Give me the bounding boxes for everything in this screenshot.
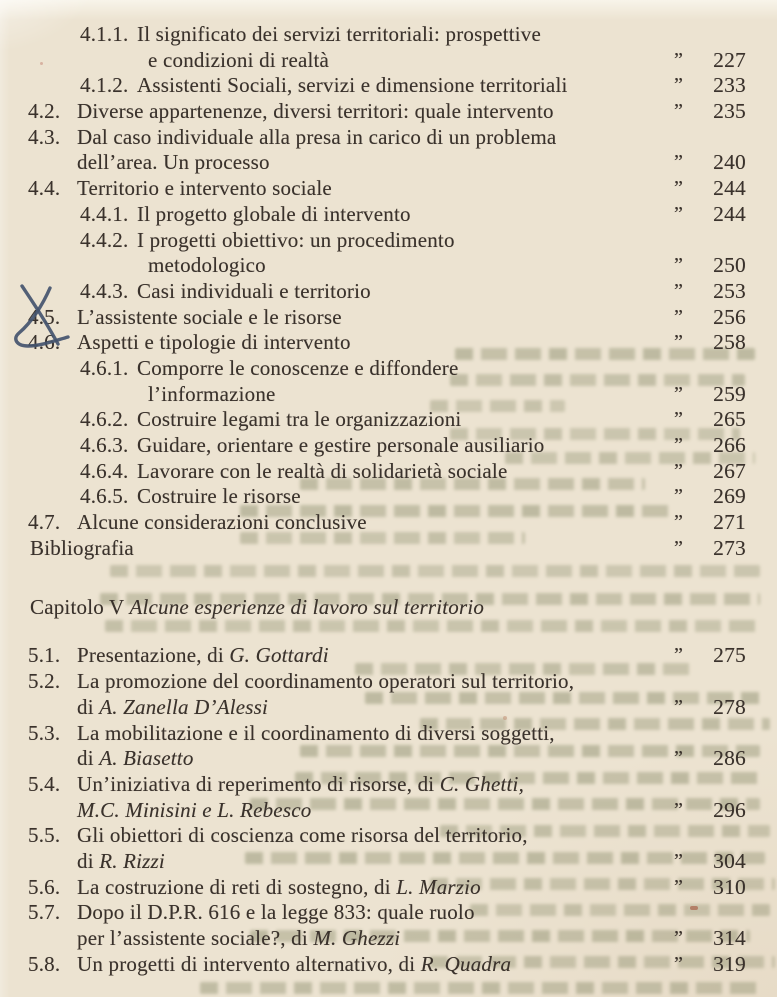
- page-number: 278: [713, 694, 746, 719]
- entry-number: 4.2.: [28, 99, 61, 124]
- entry-number: 4.4.2.: [80, 227, 129, 252]
- toc-row: [0, 279, 777, 305]
- entry-number: 5.3.: [28, 720, 61, 745]
- page-number: 235: [713, 99, 746, 124]
- toc-row: [0, 952, 777, 978]
- entry-number: 4.6.: [28, 330, 61, 355]
- page-number: 240: [713, 150, 746, 175]
- page-number: 258: [713, 330, 746, 355]
- entry-title: di R. Rizzi: [77, 848, 165, 873]
- page-number: 256: [713, 304, 746, 329]
- toc-row: [0, 202, 777, 228]
- toc-row: [0, 176, 777, 202]
- page-number: 275: [713, 643, 746, 668]
- entry-title: La mobilitazione e il coordinamento di diversi soggetti,: [77, 720, 555, 745]
- toc-row: [0, 125, 777, 151]
- entry-number: 4.5.: [28, 304, 61, 329]
- toc-row: [0, 669, 777, 695]
- toc-row: [0, 433, 777, 459]
- toc-rows: [0, 22, 777, 977]
- toc-row: [0, 484, 777, 510]
- toc-row: [0, 382, 777, 408]
- entry-title: I progetti obiettivo: un procedimento: [137, 227, 455, 252]
- entry-title: Un progetti di intervento alternativo, di R. Quadra: [77, 951, 512, 976]
- ditto-mark: ”: [674, 434, 684, 456]
- page-number: 286: [713, 746, 746, 771]
- chapter-heading-row: [0, 594, 777, 620]
- page-number: 266: [713, 433, 746, 457]
- entry-number: 5.8.: [28, 951, 61, 976]
- entry-number: 5.5.: [28, 823, 61, 848]
- ditto-mark: ”: [674, 177, 684, 200]
- toc-row: [0, 643, 777, 669]
- entry-title: Bibliografia: [30, 535, 134, 560]
- entry-number: 5.6.: [28, 874, 61, 899]
- chapter-title: Capitolo V Alcune esperienze di lavoro sul territorio: [30, 595, 485, 620]
- ditto-mark: ”: [674, 952, 684, 975]
- toc-row: [0, 99, 777, 125]
- ditto-mark: ”: [674, 382, 684, 405]
- toc-row: [0, 305, 777, 331]
- entry-title: Diverse appartenenze, diversi territori: quale intervento: [77, 99, 554, 124]
- entry-number: 4.6.2.: [80, 407, 129, 432]
- toc-row: [0, 73, 777, 99]
- entry-title: Un’iniziativa di reperimento di risorse, di C. Ghetti,: [77, 771, 525, 796]
- entry-number: 4.6.1.: [80, 355, 129, 380]
- entry-number: 5.2.: [28, 669, 61, 694]
- ditto-mark: ”: [674, 485, 684, 508]
- entry-number: 5.4.: [28, 771, 61, 796]
- entry-title: Il significato dei servizi territoriali: prospettive: [137, 22, 542, 46]
- page-number: 269: [713, 484, 746, 509]
- entry-title: Presentazione, di G. Gottardi: [77, 643, 329, 668]
- entry-number: 4.4.3.: [80, 278, 129, 303]
- ditto-mark: ”: [674, 798, 684, 821]
- ditto-mark: ”: [674, 151, 684, 174]
- entry-title: La costruzione di reti di sostegno, di L. Marzio: [77, 874, 481, 899]
- page-number: 244: [713, 201, 746, 226]
- page-number: 314: [713, 926, 746, 950]
- toc-row: [0, 926, 777, 952]
- entry-title: Gli obiettori di coscienza come risorsa del territorio,: [77, 823, 528, 848]
- ditto-mark: ”: [674, 459, 684, 482]
- page-number: 259: [713, 381, 746, 406]
- entry-title: Casi individuali e territorio: [137, 278, 371, 303]
- entry-title: Lavorare con le realtà di solidarietà sociale: [137, 458, 508, 483]
- entry-title: Costruire le risorse: [137, 484, 301, 509]
- entry-title: Costruire legami tra le organizzazioni: [137, 407, 462, 432]
- page-number: 310: [713, 874, 746, 899]
- ditto-mark: ”: [674, 511, 684, 534]
- toc-row: [0, 823, 777, 849]
- entry-title: Guidare, orientare e gestire personale ausiliario: [137, 433, 545, 457]
- toc-row: [0, 772, 777, 798]
- entry-number: 4.4.1.: [80, 201, 129, 226]
- page-number: 267: [713, 458, 746, 483]
- ditto-mark: ”: [674, 849, 684, 872]
- entry-title: di A. Biasetto: [77, 746, 194, 771]
- entry-title: metodologico: [148, 253, 266, 278]
- page-number: 273: [713, 535, 746, 560]
- entry-title: Comporre le conoscenze e diffondere: [137, 355, 459, 380]
- ditto-mark: ”: [674, 202, 684, 225]
- toc-row: [0, 228, 777, 254]
- entry-title: La promozione del coordinamento operatori sul territorio,: [77, 669, 575, 694]
- entry-title: Alcune considerazioni conclusive: [77, 510, 367, 535]
- entry-title: Dopo il D.P.R. 616 e la legge 833: quale ruolo: [77, 900, 475, 925]
- ditto-mark: ”: [674, 408, 684, 431]
- entry-number: 4.3.: [28, 124, 61, 149]
- entry-number: 5.7.: [28, 900, 61, 925]
- ditto-mark: ”: [674, 74, 684, 97]
- bleed-through-line: [200, 982, 760, 994]
- entry-title: Assistenti Sociali, servizi e dimensione territoriali: [137, 73, 568, 98]
- toc-row: [0, 150, 777, 176]
- page-number: 253: [713, 278, 746, 303]
- toc-row: [0, 798, 777, 824]
- toc-row: [0, 510, 777, 536]
- ditto-mark: ”: [674, 875, 684, 898]
- ditto-mark: ”: [674, 331, 684, 354]
- handwritten-x-mark: [6, 278, 84, 358]
- entry-title: e condizioni di realtà: [148, 47, 330, 72]
- ditto-mark: ”: [674, 536, 684, 559]
- entry-number: 4.6.3.: [80, 433, 129, 457]
- toc-row: [0, 22, 777, 48]
- ditto-mark: ”: [674, 927, 684, 949]
- toc-row: [0, 849, 777, 875]
- toc-row: [0, 48, 777, 74]
- ditto-mark: ”: [674, 254, 684, 277]
- entry-number: 5.1.: [28, 643, 61, 668]
- page-number: 296: [713, 797, 746, 822]
- toc-row: [0, 536, 777, 562]
- ditto-mark: ”: [674, 747, 684, 770]
- entry-number: 4.4.: [28, 176, 61, 201]
- toc-row: [0, 875, 777, 901]
- entry-number: 4.6.5.: [80, 484, 129, 509]
- page-number: 271: [713, 510, 746, 535]
- entry-title: l’informazione: [148, 381, 276, 406]
- entry-title: di A. Zanella D’Alessi: [77, 694, 269, 719]
- entry-number: 4.7.: [28, 510, 61, 535]
- entry-title: L’assistente sociale e le risorse: [77, 304, 342, 329]
- entry-title: Territorio e intervento sociale: [77, 176, 332, 201]
- entry-title: Il progetto globale di intervento: [137, 201, 411, 226]
- ditto-mark: ”: [674, 279, 684, 302]
- ditto-mark: ”: [674, 48, 684, 71]
- toc-row: [0, 407, 777, 433]
- page-number: 244: [713, 176, 746, 201]
- page-number: 250: [713, 253, 746, 278]
- toc-row: [0, 721, 777, 747]
- toc-row: [0, 330, 777, 356]
- ditto-mark: ”: [674, 695, 684, 718]
- page-number: 304: [713, 848, 746, 873]
- entry-title: dell’area. Un processo: [77, 150, 270, 175]
- entry-number: 4.1.1.: [80, 22, 129, 46]
- toc-row: [0, 459, 777, 485]
- toc-row: [0, 695, 777, 721]
- entry-title: Aspetti e tipologie di intervento: [77, 330, 351, 355]
- page-number: 319: [713, 951, 746, 976]
- entry-number: 4.6.4.: [80, 458, 129, 483]
- ditto-mark: ”: [674, 644, 684, 667]
- toc-row: [0, 356, 777, 382]
- toc-row: [0, 253, 777, 279]
- entry-title: per l’assistente sociale?, di M. Ghezzi: [77, 926, 401, 950]
- page-number: 233: [713, 73, 746, 98]
- ditto-mark: ”: [674, 100, 684, 123]
- page-number: 265: [713, 407, 746, 432]
- toc-row: [0, 900, 777, 926]
- entry-number: 4.1.2.: [80, 73, 129, 98]
- entry-title: Dal caso individuale alla presa in carico di un problema: [77, 124, 557, 149]
- ditto-mark: ”: [674, 305, 684, 328]
- entry-title: M.C. Minisini e L. Rebesco: [77, 797, 312, 822]
- page-number: 227: [713, 47, 746, 72]
- toc-row: [0, 746, 777, 772]
